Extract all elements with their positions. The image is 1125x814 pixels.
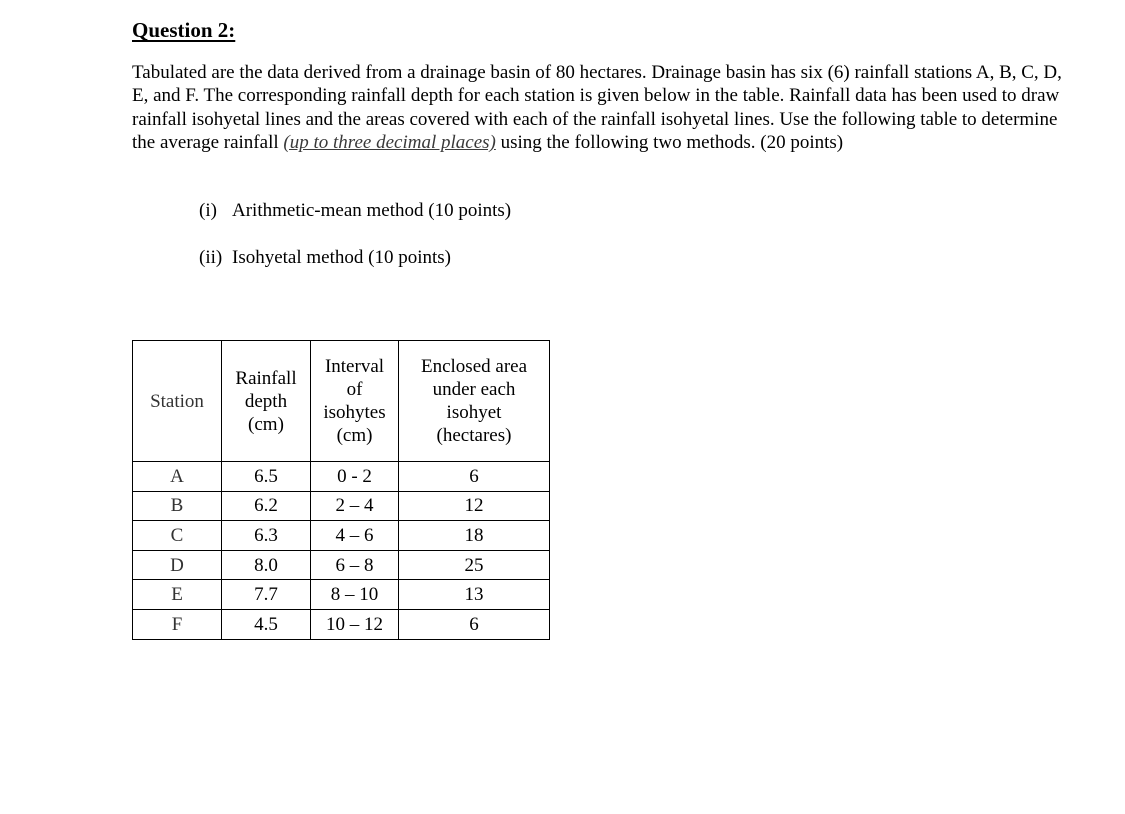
cell-enclosed-area: 13 xyxy=(399,580,550,610)
cell-enclosed-area: 25 xyxy=(399,550,550,580)
method-label: Arithmetic-mean method (10 points) xyxy=(232,200,512,221)
cell-rainfall-depth: 4.5 xyxy=(222,609,311,639)
cell-enclosed-area: 12 xyxy=(399,491,550,521)
method-number: (ii) xyxy=(199,247,223,268)
cell-enclosed-area: 6 xyxy=(399,462,550,492)
cell-rainfall-depth: 7.7 xyxy=(222,580,311,610)
cell-station: C xyxy=(133,521,222,551)
table-row xyxy=(133,491,550,521)
header-rainfall-depth: Rainfall depth (cm) xyxy=(222,341,311,462)
question-heading: Question 2: xyxy=(132,18,236,42)
table-row xyxy=(133,580,550,610)
cell-rainfall-depth: 6.2 xyxy=(222,491,311,521)
question-intro xyxy=(132,61,1062,155)
cell-station: F xyxy=(133,609,222,639)
cell-rainfall-depth: 6.3 xyxy=(222,521,311,551)
intro-text-before: Tabulated are the data derived from a drainage basin of 80 hectares. Drainage basin has six (6) rainfall stations A, B, C, D, E, and F. The corresponding rainfall depth for each station is given below in the table. Rainfall data has been used to draw rainfall isohyetal lines and the areas covered with each of the rainfall isohyetal lines. Use the following table to determine the average rainfall xyxy=(132,62,1062,154)
cell-rainfall-depth: 6.5 xyxy=(222,462,311,492)
method-number: (i) xyxy=(199,200,217,221)
cell-isohyet-interval: 0 - 2 xyxy=(311,462,399,492)
cell-rainfall-depth: 8.0 xyxy=(222,550,311,580)
cell-station: B xyxy=(133,491,222,521)
cell-station: A xyxy=(133,462,222,492)
table-row xyxy=(133,609,550,639)
cell-enclosed-area: 6 xyxy=(399,609,550,639)
table-row xyxy=(133,462,550,492)
cell-isohyet-interval: 4 – 6 xyxy=(311,521,399,551)
cell-isohyet-interval: 10 – 12 xyxy=(311,609,399,639)
rainfall-data-table xyxy=(132,340,550,640)
intro-emphasis: (up to three decimal places) xyxy=(283,132,496,154)
table-header-row xyxy=(133,341,550,462)
cell-isohyet-interval: 6 – 8 xyxy=(311,550,399,580)
cell-isohyet-interval: 8 – 10 xyxy=(311,580,399,610)
intro-text-after: using the following two methods. (20 points) xyxy=(495,132,844,154)
method-item-arithmetic-mean xyxy=(199,200,511,222)
header-enclosed-area: Enclosed area under each isohyet (hectares) xyxy=(399,341,550,462)
method-item-isohyetal xyxy=(199,247,451,269)
cell-enclosed-area: 18 xyxy=(399,521,550,551)
table-row xyxy=(133,521,550,551)
method-label: Isohyetal method (10 points) xyxy=(232,247,451,268)
cell-station: D xyxy=(133,550,222,580)
header-station: Station xyxy=(133,341,222,462)
cell-station: E xyxy=(133,580,222,610)
cell-isohyet-interval: 2 – 4 xyxy=(311,491,399,521)
header-isohyet-interval: Interval of isohytes (cm) xyxy=(311,341,399,462)
table-row xyxy=(133,550,550,580)
